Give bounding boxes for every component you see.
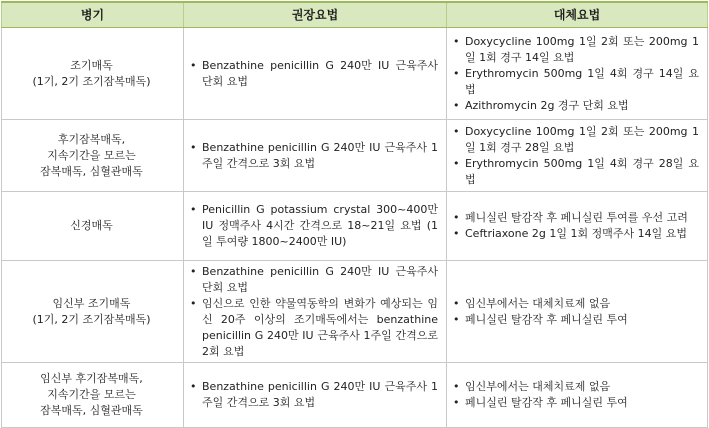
disease-line: (1기, 2기 조기잠복매독) [32,312,151,326]
alternative-item: • 임신부에서는 대체치료제 없음 [453,296,699,312]
disease-line: 지속기간을 모르는 [47,388,136,401]
recommended-cell [184,363,447,428]
table-row [2,28,708,120]
header-disease: 병기 [2,2,184,28]
disease-cell [2,192,184,261]
alternative-item: • 페니실린 탈감작 후 페니실린 투여 [453,395,699,411]
disease-line: 임신부 후기잠복매독, [40,372,143,385]
treatment-table [1,1,708,428]
alternative-cell [447,363,708,428]
recommended-cell [184,192,447,261]
recommended-item: • Benzathine penicillin G 240만 IU 근육주사 단회 요법 [190,264,438,296]
recommended-item: • Benzathine penicillin G 240만 IU 근육주사 1주일 간격으로 3회 요법 [190,140,438,172]
recommended-cell [184,261,447,363]
alternative-item: • 페니실린 탈감작 후 페니실린 투여 [453,312,699,328]
header-alternative: 대체요법 [447,2,708,28]
disease-cell [2,261,184,363]
disease-line: 잠복매독, 심혈관매독 [40,404,143,417]
alternative-cell [447,120,708,192]
recommended-item: • Penicillin G potassium crystal 300~400만 IU 정맥주사 4시간 간격으로 18~21일 요법 (1일 투여량 1800~2400만 IU) [190,202,438,250]
recommended-cell [184,28,447,120]
recommended-cell [184,120,447,192]
disease-cell [2,363,184,428]
alternative-item: • Erythromycin 500mg 1일 4회 경구 14일 요법 [453,66,699,98]
alternative-item: • 임신부에서는 대체치료제 없음 [453,379,699,395]
disease-line: 후기잠복매독, [57,132,126,146]
disease-line: 임신부 조기매독 [52,296,131,310]
table-row [2,363,708,428]
disease-line: (1기, 2기 조기잠복매독) [32,74,151,88]
table-row [2,120,708,192]
table-row [2,192,708,261]
recommended-item: • 임신으로 인한 약물역동학의 변화가 예상되는 임신 20주 이상의 조기매독에서는 benzathine penicillin G 240만 IU 근육주사 1주일 간격으로 2회 요법 [190,296,438,360]
alternative-item: • 페니실린 탈감작 후 페니실린 투여를 우선 고려 [453,210,699,226]
alternative-item: • Ceftriaxone 2g 1일 1회 정맥주사 14일 요법 [453,226,699,242]
recommended-item: • Benzathine penicillin G 240만 IU 근육주사 1주일 간격으로 3회 요법 [190,379,438,411]
alternative-item: • Doxycycline 100mg 1일 2회 또는 200mg 1일 1회 경구 28일 요법 [453,124,699,156]
alternative-cell [447,192,708,261]
alternative-item: • Azithromycin 2g 경구 단회 요법 [453,98,699,114]
recommended-item: • Benzathine penicillin G 240만 IU 근육주사 단회 요법 [190,58,438,90]
disease-line: 지속기간을 모르는 [47,148,136,162]
alternative-item: • Doxycycline 100mg 1일 2회 또는 200mg 1일 1회 경구 14일 요법 [453,34,699,66]
alternative-item: • Erythromycin 500mg 1일 4회 경구 28일 요법 [453,156,699,188]
disease-line: 잠복매독, 심혈관매독 [40,164,143,178]
disease-line: 신경매독 [70,219,113,232]
table-row [2,261,708,363]
header-recommended: 권장요법 [184,2,447,28]
disease-line: 조기매독 [70,58,113,72]
disease-cell [2,28,184,120]
disease-cell [2,120,184,192]
header-row [2,2,708,28]
alternative-cell [447,28,708,120]
alternative-cell [447,261,708,363]
